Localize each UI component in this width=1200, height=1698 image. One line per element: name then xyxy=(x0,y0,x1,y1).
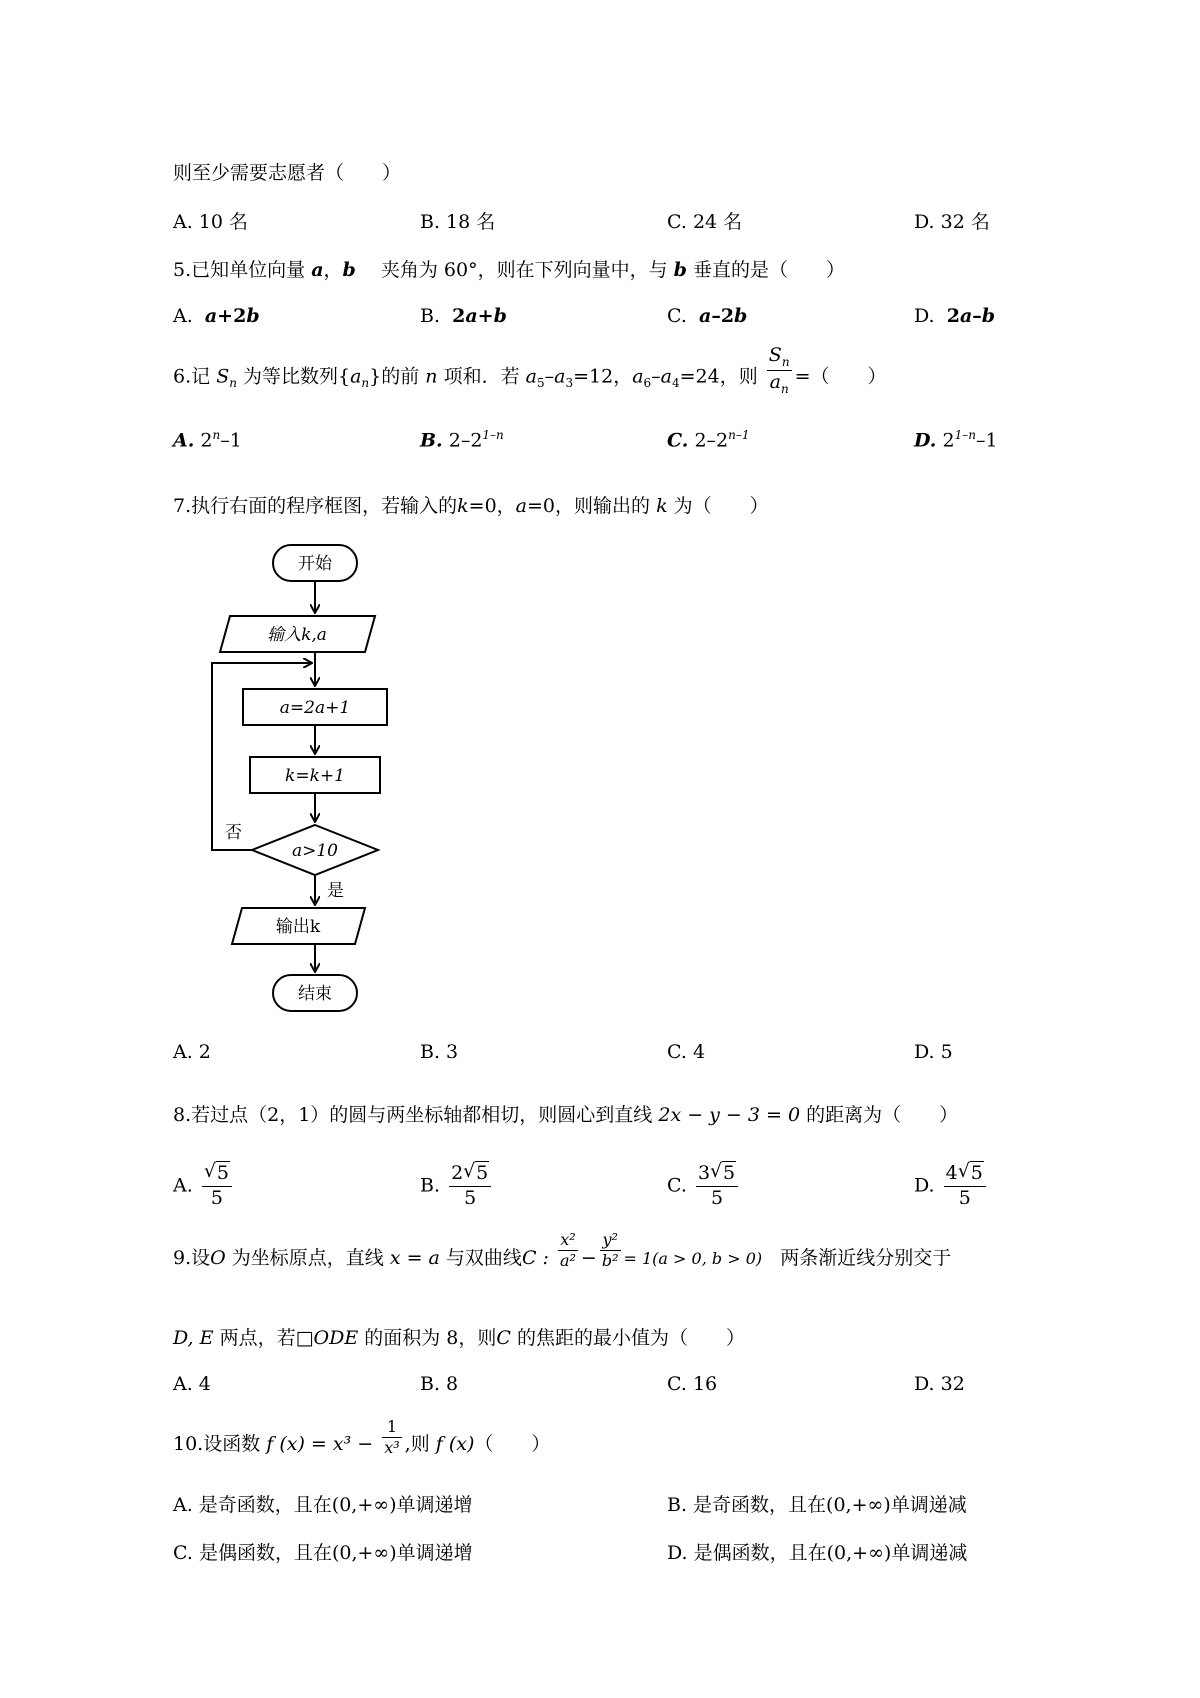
flow-step2-label: k=k+1 xyxy=(285,766,345,786)
q4-option-a: A. 10 名 xyxy=(173,211,249,233)
q7-option-a: A. 2 xyxy=(173,1041,211,1063)
q6-option-d: D. 2$^{1-n}$–1 xyxy=(914,428,998,452)
q10-option-c: C. 是偶函数，且在(0,+∞)单调递增 xyxy=(173,1542,473,1564)
q9-stem-line1: 9.设O 为坐标原点，直线 x = a 与双曲线C : $\frac{\text{x²}}{\text{a²}}$ − $\frac{\text{y²}}{\text{b²}}$ = 1(a > 0, b > 0) 两条渐近线分别交于 xyxy=(173,1229,952,1270)
q6-option-c: C. 2–2$^{n-1}$ xyxy=(667,428,750,452)
q5-option-a: A. a+2b xyxy=(173,305,260,327)
flow-input-label: 输入k,a xyxy=(267,625,327,645)
q6-option-b: B. 2–2$^{1-n}$ xyxy=(420,428,504,452)
q9-option-b: B. 8 xyxy=(420,1373,459,1395)
q10-option-b: B. 是奇函数，且在(0,+∞)单调递减 xyxy=(667,1494,967,1516)
q8-option-a: A. √ $\frac{5}{5}$ xyxy=(173,1162,235,1211)
flowchart xyxy=(195,540,395,1020)
q8-option-d: D. $\frac{4√ 5}{5}$ xyxy=(914,1162,989,1211)
q10-stem: 10.设函数 f (x) = x³ − $\frac{1}{\text{x³}}$ ,则 f (x)（ ） xyxy=(173,1416,551,1457)
q4-option-c: C. 24 名 xyxy=(667,211,743,233)
flow-end-label: 结束 xyxy=(298,984,332,1004)
flow-output-label: 输出k xyxy=(275,917,321,937)
flow-condition-label: a>10 xyxy=(291,841,339,861)
q6-stem: 6.记 $S_n$ 为等比数列$\{a_n\}$的前 n 项和．若 $a_5-a_3=12$，$a_6-a_4=24$，则 $\frac{S_n}{a_n}$ =（ ） xyxy=(173,344,887,396)
q5-option-b: B. 2a+b xyxy=(420,305,507,327)
q7-option-c: C. 4 xyxy=(667,1041,706,1063)
q10-option-d: D. 是偶函数，且在(0,+∞)单调递减 xyxy=(667,1542,968,1564)
q7-option-d: D. 5 xyxy=(914,1041,953,1063)
q8-option-b: B. $\frac{2√ 5}{5}$ xyxy=(420,1162,494,1211)
q5-option-d: D. 2a–b xyxy=(914,305,996,327)
q4-option-b: B. 18 名 xyxy=(420,211,496,233)
q5-stem: 5.已知单位向量 a，b 夹角为 60°，则在下列向量中，与 b 垂直的是（ ） xyxy=(173,259,845,281)
flow-yes-label: 是 xyxy=(327,881,344,901)
q7-stem: 7.执行右面的程序框图，若输入的k=0，a=0，则输出的 k 为（ ） xyxy=(173,495,769,517)
q4-tail: 则至少需要志愿者（ ） xyxy=(173,162,402,184)
q9-option-d: D. 32 xyxy=(914,1373,965,1395)
q4-option-d: D. 32 名 xyxy=(914,211,990,233)
q5-option-c: C. a–2b xyxy=(667,305,748,327)
q9-option-c: C. 16 xyxy=(667,1373,718,1395)
q7-option-b: B. 3 xyxy=(420,1041,459,1063)
q10-option-a: A. 是奇函数，且在(0,+∞)单调递增 xyxy=(173,1494,473,1516)
q8-option-c: C. $\frac{3√ 5}{5}$ xyxy=(667,1162,741,1211)
flow-start-label: 开始 xyxy=(298,554,332,574)
q9-stem-line2: D, E 两点，若□ODE 的面积为 8，则C 的焦距的最小值为（ ） xyxy=(173,1327,745,1349)
flow-no-label: 否 xyxy=(225,823,242,843)
q9-option-a: A. 4 xyxy=(173,1373,211,1395)
flow-step1-label: a=2a+1 xyxy=(279,698,351,718)
q6-fraction: $\frac{S_n}{a_n}$ xyxy=(768,344,790,396)
q6-option-a: A. 2$^n$–1 xyxy=(173,428,242,452)
q8-stem: 8.若过点（2，1）的圆与两坐标轴都相切，则圆心到直线 2x − y − 3 = 0 的距离为（ ） xyxy=(173,1104,959,1126)
